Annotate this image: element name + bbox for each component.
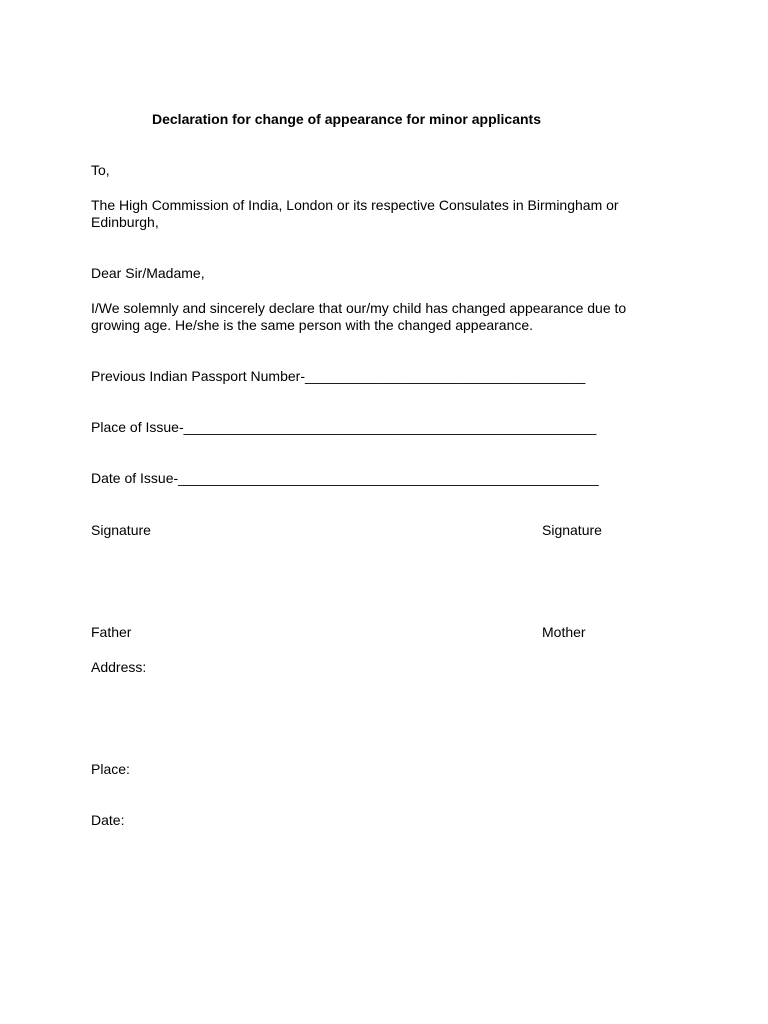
declaration-line-2: growing age. He/she is the same person with the changed appearance. [91,317,534,333]
salutation-to: To, [91,162,110,178]
addressee-line-1: The High Commission of India, London or its respective Consulates in Birmingham or [91,197,619,213]
document-title: Declaration for change of appearance for minor applicants [152,111,541,127]
mother-label: Mother [542,624,586,640]
date-of-issue-field: Date of Issue-______________________________________________________ [91,470,599,486]
passport-number-field: Previous Indian Passport Number-____________________________________ [91,368,586,384]
addressee-line-2: Edinburgh, [91,214,159,230]
date-label: Date: [91,812,125,828]
signature-right-label: Signature [542,522,602,538]
place-of-issue-field: Place of Issue-_____________________________________________________ [91,419,597,435]
declaration-line-1: I/We solemnly and sincerely declare that our/my child has changed appearance due to [91,300,627,316]
father-label: Father [91,624,132,640]
greeting: Dear Sir/Madame, [91,265,205,281]
place-label: Place: [91,761,130,777]
address-label: Address: [91,659,147,675]
signature-left-label: Signature [91,522,151,538]
